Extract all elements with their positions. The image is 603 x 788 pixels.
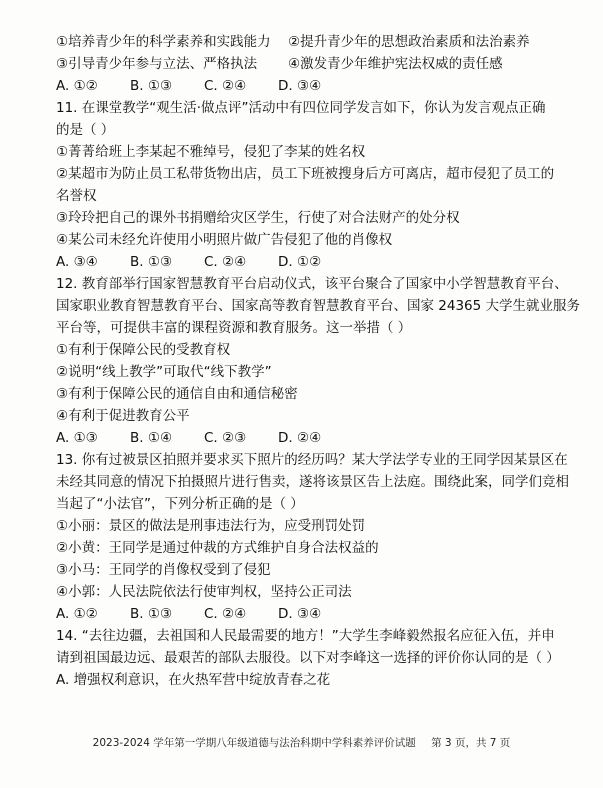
- q13-item-1: ①小丽：景区的做法是刑事违法行为，应受刑罚处罚: [56, 518, 366, 534]
- prev-options-row-1: [56, 34, 566, 50]
- q13-choice-c: C. ②④: [204, 606, 247, 622]
- prev-option-1: ①培养青少年的科学素养和实践能力: [56, 34, 271, 50]
- q12-stem-line-2: 国家职业教育智慧教育平台、国家高等教育智慧教育平台、国家 24365 大学生就业服务: [56, 298, 581, 314]
- q11-choice-c: C. ②④: [204, 254, 247, 270]
- q13-item-4: ④小郭：人民法院依法行使审判权，坚持公正司法: [56, 584, 352, 600]
- q11-stem-line-1: 11. 在课堂教学“观生活·做点评”活动中有四位同学发言如下，你认为发言观点正确: [56, 100, 546, 116]
- q11-choice-d: D. ①②: [278, 254, 322, 270]
- q14-choice-a: A. 增强权利意识，在火热军营中绽放青春之花: [56, 672, 331, 688]
- q13-choices: [56, 606, 566, 622]
- page-footer: [0, 737, 603, 749]
- q13-choice-a: A. ①②: [56, 606, 98, 622]
- q14-stem-line-1: 14. “去往边疆，去祖国和人民最需要的地方！”大学生李峰毅然报名应征入伍，并申: [56, 628, 555, 644]
- q12-choice-d: D. ②④: [278, 430, 322, 446]
- q14-stem-line-2: 请到祖国最边远、最艰苦的部队去服役。以下对李峰这一选择的评价你认同的是（ ）: [56, 650, 560, 666]
- q13-stem-line-2: 未经其同意的情况下拍摄照片进行售卖，遂将该景区告上法庭。围绕此案，同学们竞相: [56, 474, 569, 490]
- q12-stem-line-1: 12. 教育部举行国家智慧教育平台启动仪式，该平台聚合了国家中小学智慧教育平台、: [56, 276, 568, 292]
- q11-item-3: ③玲玲把自己的课外书捐赠给灾区学生，行使了对合法财产的处分权: [56, 210, 460, 226]
- footer-page-info: 第 3 页，共 7 页: [431, 737, 511, 749]
- q11-item-1: ①菁菁给班上李某起不雅绰号，侵犯了李某的姓名权: [56, 144, 366, 160]
- q12-item-2: ②说明“线上教学”可取代“线下教学”: [56, 364, 272, 380]
- prev-option-3: ③引导青少年参与立法、严格执法: [56, 56, 258, 72]
- prev-choice-d: D. ③④: [278, 78, 322, 94]
- q12-choices: [56, 430, 566, 446]
- q12-choice-a: A. ①③: [56, 430, 98, 446]
- q11-item-2-line-1: ②某超市为防止员工私带货物出店，员工下班被搜身后方可离店，超市侵犯了员工的: [56, 166, 555, 182]
- footer-exam-title: 2023-2024 学年第一学期八年级道德与法治科期中学科素养评价试题: [92, 737, 416, 749]
- prev-choice-c: C. ②④: [204, 78, 247, 94]
- q11-choices: [56, 254, 566, 270]
- q12-choice-b: B. ①④: [130, 430, 173, 446]
- q13-stem-line-1: 13. 你有过被景区拍照并要求买下照片的经历吗？某大学法学专业的王同学因某景区在: [56, 452, 568, 468]
- q13-choice-b: B. ①③: [130, 606, 173, 622]
- q12-choice-c: C. ②③: [204, 430, 247, 446]
- prev-choice-b: B. ①③: [130, 78, 173, 94]
- q13-item-2: ②小黄：王同学是通过仲裁的方式维护自身合法权益的: [56, 540, 379, 556]
- q11-item-2-line-2: 名誉权: [56, 188, 97, 204]
- q11-item-4: ④某公司未经允许使用小明照片做广告侵犯了他的肖像权: [56, 232, 393, 248]
- q12-item-4: ④有利于促进教育公平: [56, 408, 190, 424]
- q11-stem-line-2: 的是（ ）: [56, 122, 115, 138]
- q12-item-3: ③有利于保障公民的通信自由和通信秘密: [56, 386, 298, 402]
- prev-choice-a: A. ①②: [56, 78, 98, 94]
- q11-choice-b: B. ①③: [130, 254, 173, 270]
- page-content: [56, 34, 581, 688]
- prev-choices: [56, 78, 566, 94]
- q12-stem-line-3: 平台等，可提供丰富的课程资源和教育服务。这一举措（ ）: [56, 320, 412, 336]
- prev-options-row-2: [56, 56, 566, 72]
- q13-choice-d: D. ③④: [278, 606, 322, 622]
- q12-item-1: ①有利于保障公民的受教育权: [56, 342, 231, 358]
- q11-choice-a: A. ③④: [56, 254, 98, 270]
- q13-stem-line-3: 当起了“小法官”，下列分析正确的是（ ）: [56, 496, 304, 512]
- prev-option-2: ②提升青少年的思想政治素质和法治素养: [288, 34, 530, 50]
- prev-option-4: ④激发青少年维护宪法权威的责任感: [288, 56, 503, 72]
- q13-item-3: ③小马：王同学的肖像权受到了侵犯: [56, 562, 271, 578]
